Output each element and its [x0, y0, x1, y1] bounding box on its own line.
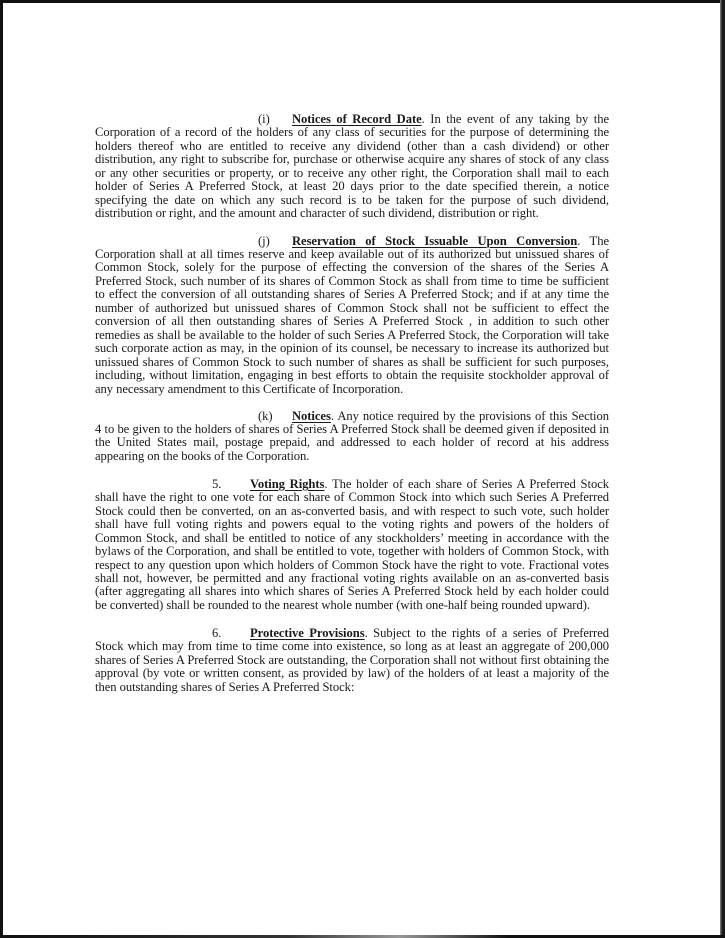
scan-border-top [0, 0, 725, 3]
section-j-reservation-of-stock [95, 235, 609, 396]
section-heading: Protective Provisions [250, 625, 365, 640]
heading-punctuation: . [364, 625, 368, 640]
scan-border-right [720, 0, 725, 938]
heading-punctuation: . [577, 233, 581, 248]
section-body: In the event of any taking by the Corporation of a record of the holders of any class of securities for the purpose of determining the holders thereof who are entitled to receive any dividend (other than a cash dividend) or other distribution, any right to subscribe for, purchase or otherwise acquire any shares of stock of any class or any other securities or property, or to receive any other right, the Corporation shall mail to each holder of Series A Preferred Stock, at least 20 days prior to the date specified therein, a notice specifying the date on which any such record is to be taken for the purpose of such dividend, distribution or right, and the amount and character of such dividend, distribution or right. [95, 112, 609, 221]
section-marker: (j) [258, 233, 270, 248]
section-heading: Voting Rights [250, 476, 325, 491]
heading-punctuation: . [324, 476, 328, 491]
section-marker: 6. [212, 625, 222, 640]
section-6-protective-provisions [95, 627, 609, 694]
section-5-voting-rights [95, 478, 609, 613]
section-k-notices [95, 410, 609, 464]
heading-punctuation: . [330, 408, 334, 423]
section-heading: Notices of Record Date [292, 112, 422, 126]
section-body: Any notice required by the provisions of this Section 4 to be given to the holders of shares of Series A Preferred Stock shall be deemed given if deposited in the United States mail, postage prepaid, and addressed to each holder of record at his address appearing on the books of the Corporation. [95, 408, 609, 463]
section-heading: Reservation of Stock Issuable Upon Conversion [292, 233, 578, 248]
document-page [95, 113, 609, 694]
section-body: The Corporation shall at all times reserve and keep available out of its authorized but unissued shares of Common Stock, solely for the purpose of effecting the conversion of the shares of the Series A Preferred Stock, such number of its shares of Common Stock as shall from time to time be sufficient to effect the conversion of all outstanding shares of Series A Preferred Stock; and if at any time the number of authorized but unissued shares of Common Stock shall not be sufficient to effect the conversion of all then outstanding shares of Series A Preferred Stock , in addition to such other remedies as shall be available to the holder of such Series A Preferred Stock, the Corporation will take such corporate action as may, in the opinion of its counsel, be necessary to increase its authorized but unissued shares of Common Stock to such number of shares as shall be sufficient for such purposes, including, without limitation, engaging in best efforts to obtain the requisite stockholder approval of any necessary amendment to this Certificate of Incorporation. [95, 233, 609, 396]
section-marker: 5. [212, 476, 222, 491]
section-i-notices-of-record-date [95, 113, 609, 221]
section-marker: (i) [258, 112, 270, 126]
section-body: Subject to the rights of a series of Preferred Stock which may from time to time come into existence, so long as at least an aggregate of 200,000 shares of Series A Preferred Stock are outstanding, the Corporation shall not without first obtaining the approval (by vote or written consent, as provided by law) of the holders of at least a majority of the then outstanding shares of Series A Preferred Stock: [95, 625, 609, 694]
section-body: The holder of each share of Series A Preferred Stock shall have the right to one vote for each share of Common Stock into which such Series A Preferred Stock could then be converted, on an as-converted basis, and with respect to such vote, such holder shall have full voting rights and powers equal to the voting rights and powers of the holders of Common Stock, and shall be entitled to notice of any stockholders’ meeting in accordance with the bylaws of the Corporation, and shall be entitled to vote, together with holders of Common Stock, with respect to any question upon which holders of Common Stock have the right to vote. Fractional votes shall not, however, be permitted and any fractional voting rights available on an as-converted basis (after aggregating all shares into which shares of Series A Preferred Stock held by each holder could be converted) shall be rounded to the nearest whole number (with one-half being rounded upward). [95, 476, 609, 612]
section-marker: (k) [258, 408, 273, 423]
scan-border-left [0, 0, 3, 938]
heading-punctuation: . [421, 112, 425, 126]
section-heading: Notices [292, 408, 331, 423]
